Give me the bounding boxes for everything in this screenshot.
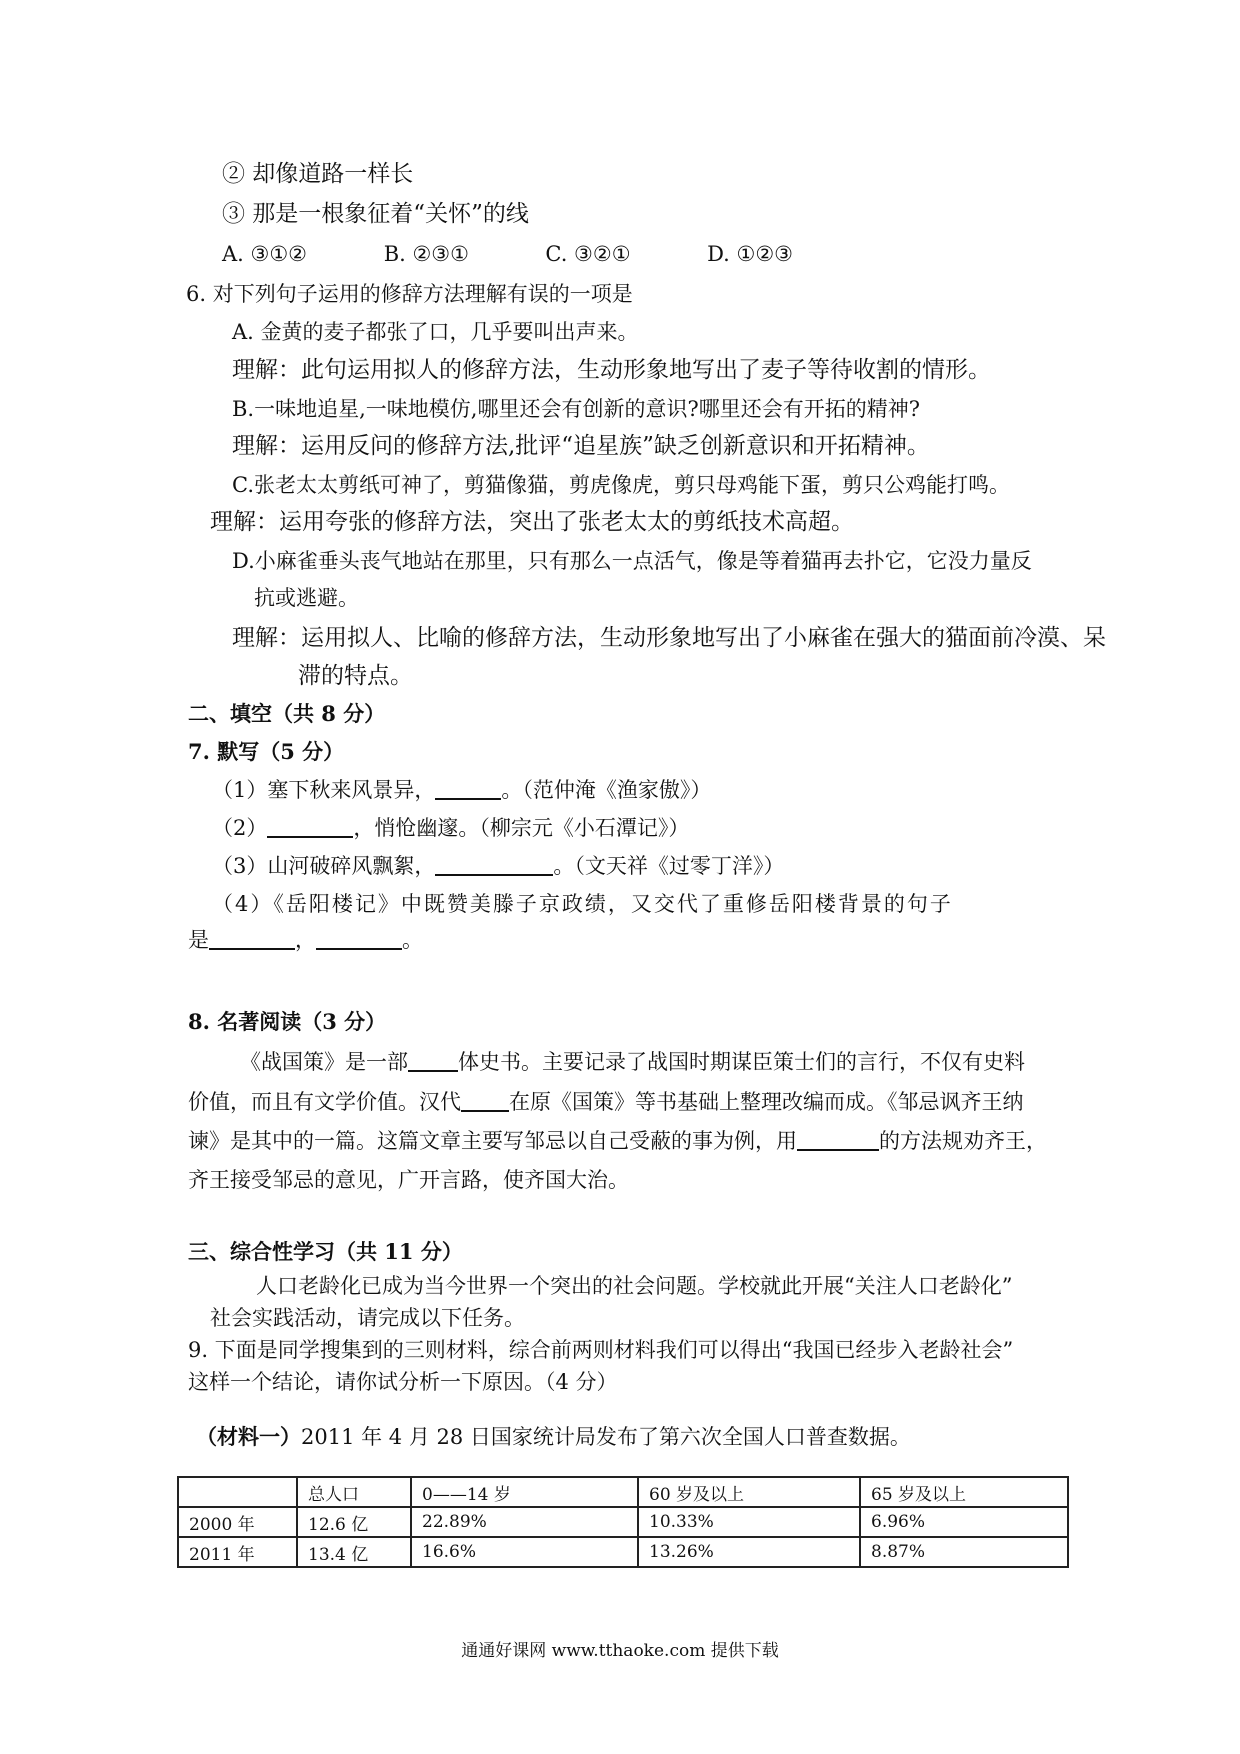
- q7-3-source: 。（文天祥《过零丁洋》）: [553, 854, 785, 878]
- q6-d-understanding-line1: 理解：运用拟人、比喻的修辞方法，生动形象地写出了小麻雀在强大的猫面前冷漠、呆: [232, 625, 1106, 651]
- q5-option-c: C. ③②①: [545, 242, 631, 266]
- q7-1-prompt: （1）塞下秋来风景异，: [212, 778, 436, 802]
- q7-4-period: 。: [402, 928, 423, 952]
- q7-3-prompt: （3）山河破碎风飘絮，: [212, 854, 436, 878]
- q8-l3-post: 的方法规劝齐王，: [879, 1129, 1047, 1153]
- q7-4-comma: ，: [295, 928, 316, 952]
- q7-item-2: [212, 814, 689, 842]
- q7-1-blank[interactable]: [435, 778, 501, 800]
- q8-line-3: [188, 1127, 1047, 1155]
- q8-blank-3[interactable]: [797, 1129, 879, 1151]
- q7-3-blank[interactable]: [435, 854, 553, 876]
- table-cell: 2011 年: [178, 1537, 297, 1567]
- section3-intro-line1: 人口老龄化已成为当今世界一个突出的社会问题。学校就此开展“关注人口老龄化”: [256, 1274, 1013, 1298]
- q6-stem: 6. 对下列句子运用的修辞方法理解有误的一项是: [186, 282, 633, 306]
- table-cell: 22.89%: [411, 1507, 638, 1537]
- section3-intro-line2: 社会实践活动，请完成以下任务。: [210, 1306, 525, 1330]
- table-row: [178, 1537, 1068, 1567]
- q6-option-c: C.张老太太剪纸可神了，剪猫像猫，剪虎像虎，剪只母鸡能下蛋，剪只公鸡能打鸣。: [232, 473, 1010, 497]
- table-cell: 13.4 亿: [297, 1537, 411, 1567]
- page-footer: 通通好课网 www.tthaoke.com 提供下载: [461, 1641, 779, 1661]
- q8-l2-pre: 价值，而且有文学价值。汉代: [188, 1090, 461, 1114]
- census-table: [177, 1476, 1069, 1568]
- q7-item-3: [212, 852, 784, 880]
- q8-line-4: 齐王接受邹忌的意见，广开言路，使齐国大治。: [188, 1168, 629, 1192]
- table-cell: 2000 年: [178, 1507, 297, 1537]
- table-header-cell: 总人口: [297, 1477, 411, 1507]
- table-header-cell: [178, 1477, 297, 1507]
- q7-2-source: ，悄怆幽邃。（柳宗元《小石潭记》）: [353, 816, 690, 840]
- q6-option-b: B.一味地追星,一味地模仿,哪里还会有创新的意识?哪里还会有开拓的精神?: [232, 397, 920, 421]
- q8-blank-2[interactable]: [461, 1090, 509, 1112]
- q5-option-b: B. ②③①: [383, 242, 469, 266]
- q8-l2-post: 在原《国策》等书基础上整理改编而成。《邹忌讽齐王纳: [509, 1090, 1024, 1114]
- q7-1-source: 。（范仲淹《渔家傲》）: [501, 778, 712, 802]
- q8-blank-1[interactable]: [408, 1050, 458, 1072]
- material1-text: 2011 年 4 月 28 日国家统计局发布了第六次全国人口普查数据。: [301, 1425, 911, 1449]
- q8-line-2: [188, 1088, 1024, 1116]
- q7-4-blank-2[interactable]: [316, 928, 402, 950]
- q7-4-blank-1[interactable]: [209, 928, 295, 950]
- q5-option-d: D. ①②③: [707, 242, 793, 266]
- table-cell: 6.96%: [860, 1507, 1068, 1537]
- table-header-cell: 60 岁及以上: [638, 1477, 860, 1507]
- table-header-cell: 65 岁及以上: [860, 1477, 1068, 1507]
- q8-l1-pre: 《战国策》是一部: [240, 1050, 408, 1074]
- table-cell: 10.33%: [638, 1507, 860, 1537]
- table-cell: 8.87%: [860, 1537, 1068, 1567]
- q7-2-blank[interactable]: [267, 816, 353, 838]
- section3-heading: 三、综合性学习（共 11 分）: [188, 1239, 463, 1264]
- q7-item-4-line2: [188, 926, 423, 954]
- q7-item-4-line1: （4）《岳阳楼记》中既赞美滕子京政绩，又交代了重修岳阳楼背景的句子: [212, 892, 953, 916]
- q8-l1-post: 体史书。主要记录了战国时期谋臣策士们的言行，不仅有史料: [458, 1050, 1025, 1074]
- table-header-row: [178, 1477, 1068, 1507]
- q6-option-d-line1: D.小麻雀垂头丧气地站在那里，只有那么一点活气，像是等着猫再去扑它，它没力量反: [232, 549, 1032, 573]
- q6-option-a: A. 金黄的麦子都张了口，几乎要叫出声来。: [232, 320, 639, 344]
- q6-d-understanding-line2: 滞的特点。: [298, 663, 413, 689]
- q8-heading: 8. 名著阅读（3 分）: [188, 1009, 387, 1034]
- material1-line: [196, 1423, 911, 1451]
- q6-c-understanding: 理解：运用夸张的修辞方法，突出了张老太太的剪纸技术高超。: [210, 509, 854, 535]
- table-cell: 13.26%: [638, 1537, 860, 1567]
- q9-line2: 这样一个结论，请你试分析一下原因。（4 分）: [188, 1370, 618, 1394]
- q5-options: [222, 240, 862, 268]
- q6-a-understanding: 理解：此句运用拟人的修辞方法，生动形象地写出了麦子等待收割的情形。: [232, 357, 991, 383]
- table-cell: 16.6%: [411, 1537, 638, 1567]
- section2-heading: 二、填空（共 8 分）: [188, 701, 386, 726]
- q5-line-3: ③ 那是一根象征着“关怀”的线: [222, 201, 529, 227]
- q8-l3-pre: 谏》是其中的一篇。这篇文章主要写邹忌以自己受蔽的事为例，用: [188, 1129, 797, 1153]
- q5-option-a: A. ③①②: [222, 242, 307, 266]
- q7-4-prompt: 是: [188, 928, 209, 952]
- q9-line1: 9. 下面是同学搜集到的三则材料，综合前两则材料我们可以得出“我国已经步入老龄社会”: [188, 1338, 1014, 1362]
- q6-b-understanding: 理解：运用反问的修辞方法,批评“追星族”缺乏创新意识和开拓精神。: [232, 433, 930, 459]
- material1-label: （材料一）: [196, 1424, 301, 1449]
- q7-heading: 7. 默写（5 分）: [188, 739, 345, 764]
- q5-line-2: ② 却像道路一样长: [222, 161, 414, 187]
- q7-2-prompt: （2）: [212, 816, 268, 840]
- q8-line-1: [240, 1048, 1025, 1076]
- table-row: [178, 1507, 1068, 1537]
- table-header-cell: 0——14 岁: [411, 1477, 638, 1507]
- table-cell: 12.6 亿: [297, 1507, 411, 1537]
- q7-item-1: [212, 776, 711, 804]
- q6-option-d-line2: 抗或逃避。: [254, 586, 359, 610]
